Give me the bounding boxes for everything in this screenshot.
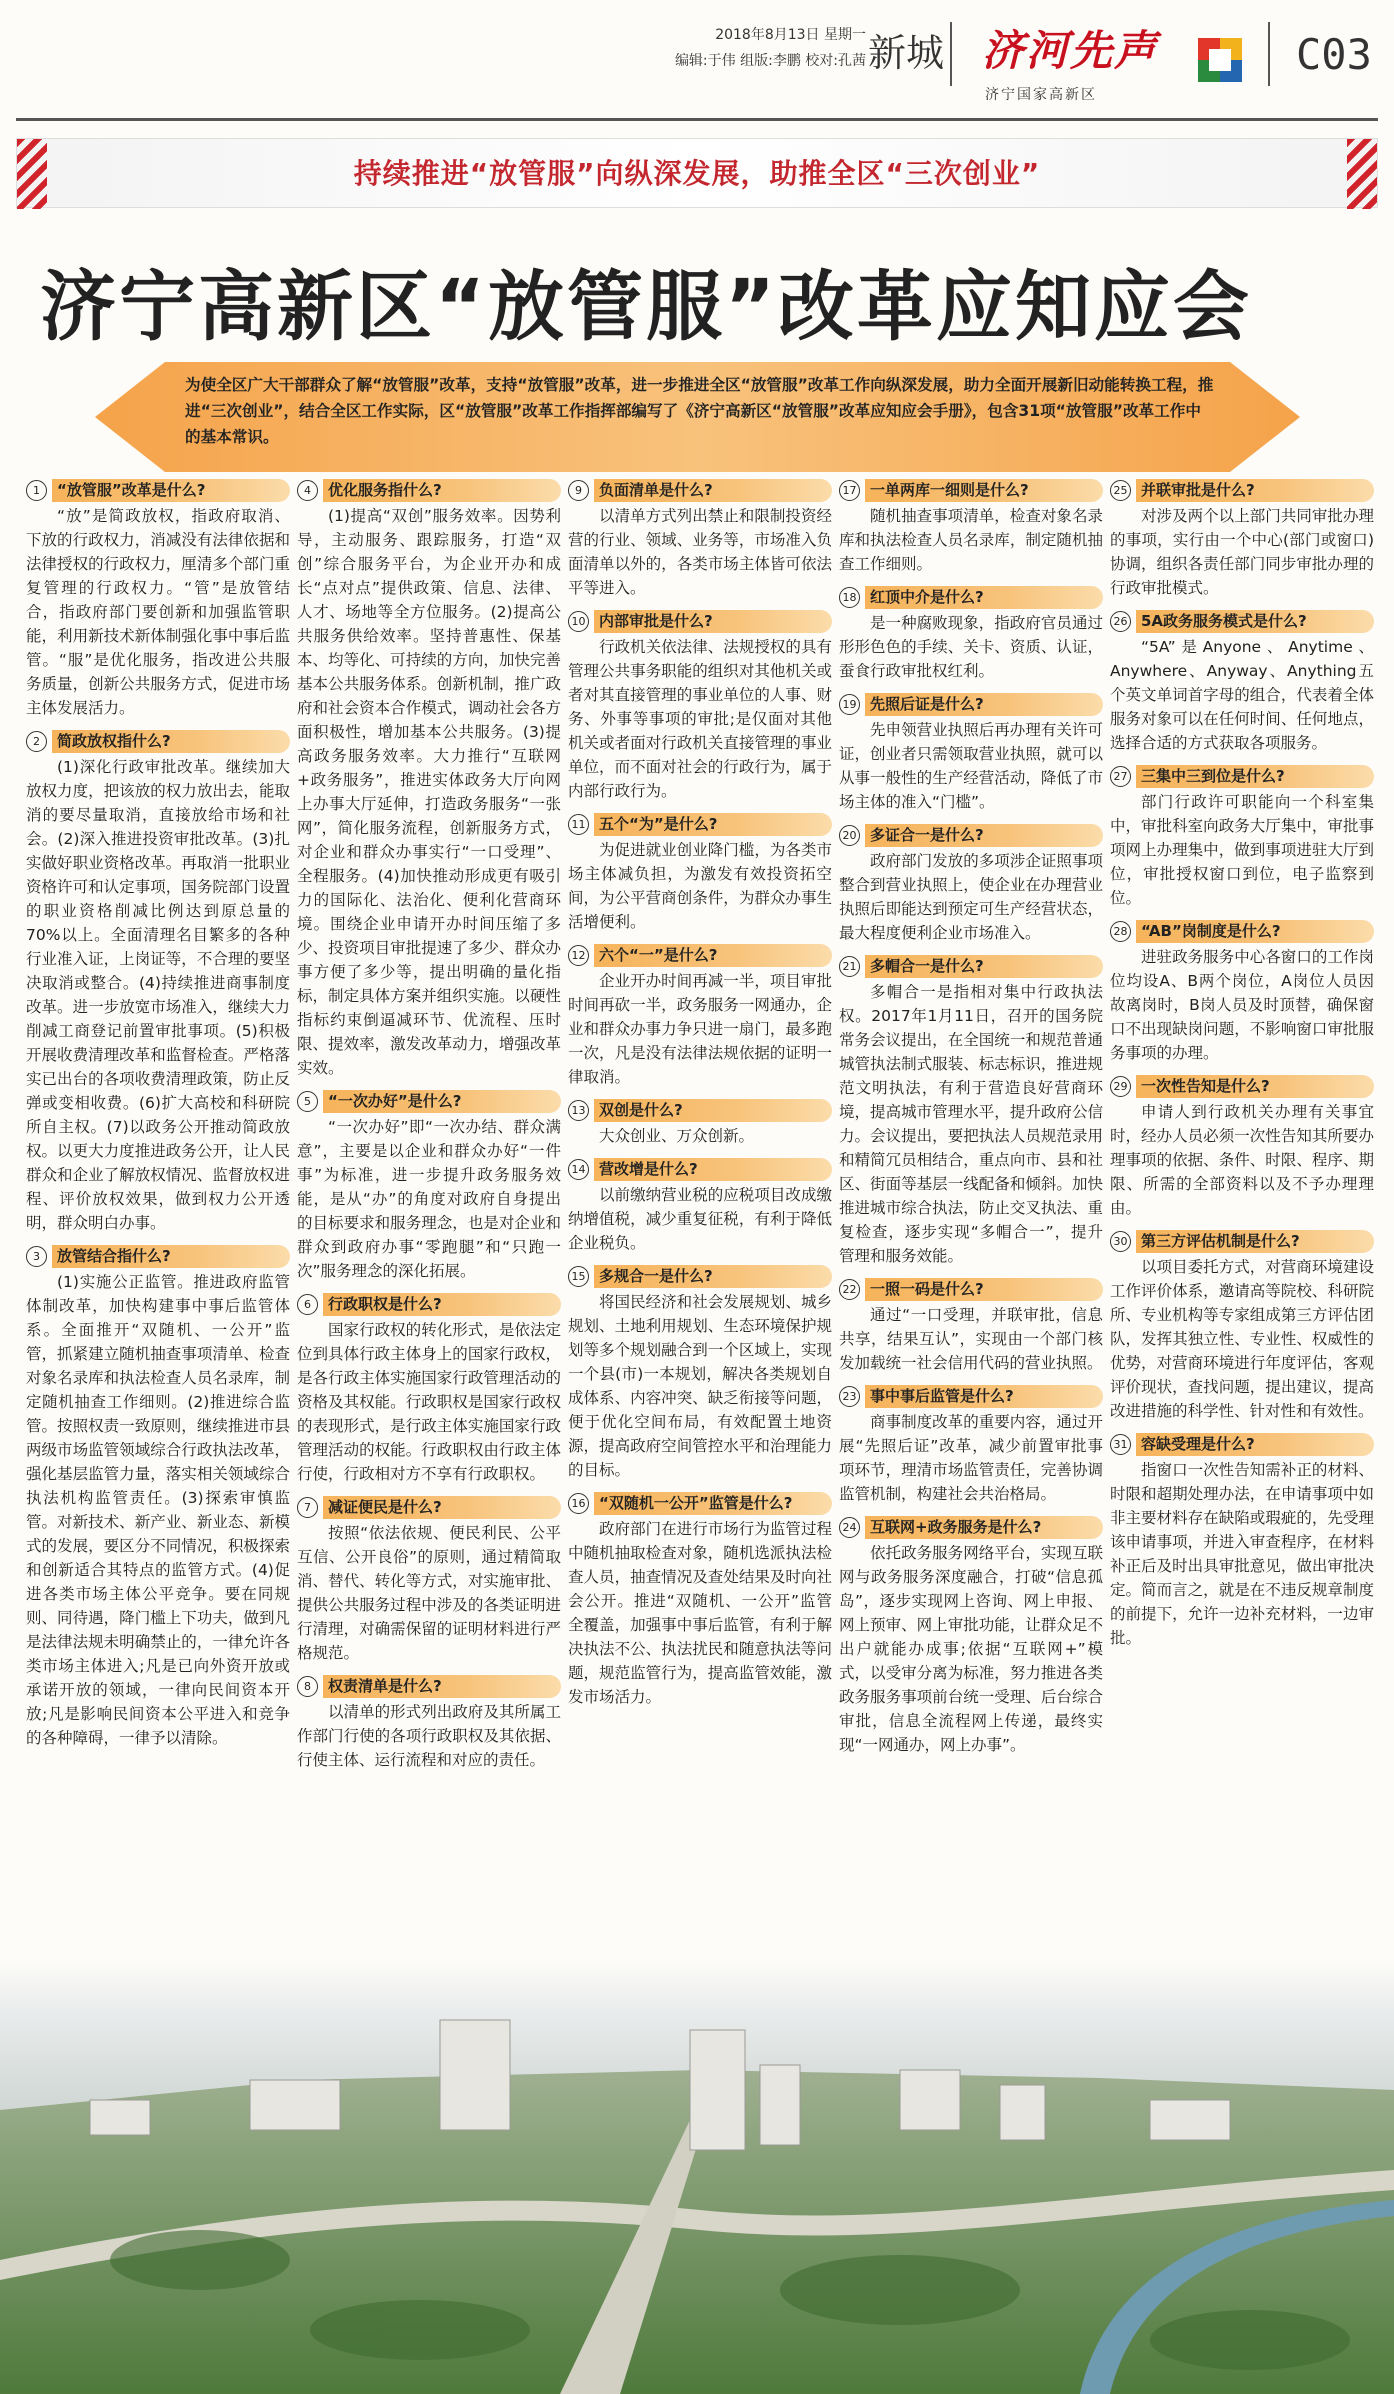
question-heading — [839, 823, 1103, 847]
qa-item — [839, 585, 1103, 683]
question-heading — [568, 1098, 832, 1122]
qa-item — [1110, 1229, 1374, 1423]
qa-item — [839, 1384, 1103, 1506]
question-title: “放管服”改革是什么? — [52, 479, 290, 502]
page-title: 济宁高新区“放管服”改革应知应会 — [40, 262, 1252, 351]
question-number: 30 — [1110, 1231, 1131, 1252]
answer-text: 对涉及两个以上部门共同审批办理的事项，实行由一个中心(部门或窗口)协调，组织各责任部门同步审批办理的行政审批模式。 — [1110, 507, 1374, 597]
qa-item — [297, 1089, 561, 1283]
question-title: 事中事后监管是什么? — [865, 1385, 1103, 1408]
qa-item — [1110, 1074, 1374, 1220]
newspaper-logo: 济河先声 — [982, 26, 1159, 75]
qa-item — [568, 1157, 832, 1255]
question-heading — [1110, 478, 1374, 502]
question-title: 五个“为”是什么? — [594, 813, 832, 836]
question-number: 24 — [839, 1517, 860, 1538]
answer-text: 是一种腐败现象，指政府官员通过形形色色的手续、关卡、资质、认证，蚕食行政审批权红利。 — [839, 614, 1103, 680]
qa-item — [1110, 919, 1374, 1065]
qa-item — [26, 729, 290, 1235]
answer-text: 企业开办时间再减一半，项目审批时间再砍一半，政务服务一网通办，企业和群众办事力争只进一扇门，最多跑一次，凡是没有法律法规依据的证明一律取消。 — [568, 972, 832, 1086]
question-number: 19 — [839, 694, 860, 715]
qa-item — [839, 478, 1103, 576]
question-number: 20 — [839, 825, 860, 846]
answer-text: 以项目委托方式，对营商环境建设工作评价体系，邀请高等院校、科研院所、专业机构等专家组成第三方评估团队，发挥其独立性、专业性、权威性的优势，对营商环境进行年度评估，客观评价现状，查找问题，提出建议，提高改进措施的科学性、针对性和有效性。 — [1110, 1258, 1374, 1420]
question-title: 营改增是什么? — [594, 1158, 832, 1181]
qa-item — [839, 692, 1103, 814]
district-emblem-icon — [1198, 38, 1242, 82]
question-title: 一单两库一细则是什么? — [865, 479, 1103, 502]
question-number: 7 — [297, 1497, 318, 1518]
qa-item — [568, 1098, 832, 1148]
question-heading — [26, 1244, 290, 1268]
question-heading — [568, 1157, 832, 1181]
question-heading — [568, 1491, 832, 1515]
intro-box — [95, 362, 1300, 472]
answer-text: 政府部门在进行市场行为监管过程中随机抽取检查对象，随机选派执法检查人员，抽查情况及查处结果及时向社会公开。推进“双随机、一公开”监管全覆盖，加强事中事后监管，有利于解决执法不公、执法扰民和随意执法等问题，规范监管行为，提高监管效能，激发市场活力。 — [568, 1520, 832, 1706]
question-title: 内部审批是什么? — [594, 610, 832, 633]
question-heading — [839, 1515, 1103, 1539]
question-title: 红顶中介是什么? — [865, 586, 1103, 609]
question-number: 1 — [26, 480, 47, 501]
question-heading — [26, 478, 290, 502]
qa-column — [568, 478, 832, 1718]
question-title: 互联网+政务服务是什么? — [865, 1516, 1103, 1539]
qa-item — [1110, 609, 1374, 755]
answer-text: 为促进就业创业降门槛，为各类市场主体减负担，为激发有效投资拓空间，为公平营商创条件，为群众办事生活增便利。 — [568, 841, 832, 931]
editor-credits: 编辑:于伟 组版:李鹏 校对:孔茜 — [674, 53, 866, 69]
question-number: 6 — [297, 1294, 318, 1315]
answer-text: 以前缴纳营业税的应税项目改成缴纳增值税，减少重复征税，有利于降低企业税负。 — [568, 1186, 832, 1252]
question-heading — [297, 1292, 561, 1316]
qa-item — [297, 1674, 561, 1772]
question-number: 26 — [1110, 611, 1131, 632]
answer-text: 行政机关依法律、法规授权的具有管理公共事务职能的组织对其他机关或者对其直接管理的事业单位的人事、财务、外事等事项的审批;是仅面对其他机关或者面对行政机关直接管理的事业单位，而不面对社会的行政行为，属于内部行政行为。 — [568, 638, 832, 800]
question-title: 放管结合指什么? — [52, 1245, 290, 1268]
question-title: “一次办好”是什么? — [323, 1090, 561, 1113]
qa-item — [839, 1277, 1103, 1375]
question-number: 3 — [26, 1246, 47, 1267]
qa-item — [1110, 1432, 1374, 1650]
question-heading — [1110, 1074, 1374, 1098]
question-number: 21 — [839, 956, 860, 977]
question-heading — [568, 943, 832, 967]
question-title: 一次性告知是什么? — [1136, 1075, 1374, 1098]
question-number: 31 — [1110, 1434, 1131, 1455]
answer-text: “5A”是Anyone、Anytime、Anywhere、Anyway、Anything五个英文单词首字母的组合，代表着全体服务对象可以在任何时间、任何地点，选择合适的方式获取各项服务。 — [1110, 638, 1374, 752]
question-title: 减证便民是什么? — [323, 1496, 561, 1519]
question-heading — [297, 478, 561, 502]
question-number: 13 — [568, 1100, 589, 1121]
answer-text: “放”是简政放权，指政府取消、下放的行政权力，消减没有法律依据和法律授权的行政权力，厘清多个部门重复管理的行政权力。“管”是放管结合，指政府部门要创新和加强监管职能，利用新技术新体制强化事中事后监管。“服”是优化服务，指改进公共服务质量，创新公共服务方式，促进市场主体发展活力。 — [26, 507, 290, 717]
question-title: 一照一码是什么? — [865, 1278, 1103, 1301]
question-number: 16 — [568, 1493, 589, 1514]
qa-item — [1110, 764, 1374, 910]
question-title: 优化服务指什么? — [323, 479, 561, 502]
question-heading — [297, 1674, 561, 1698]
question-title: 先照后证是什么? — [865, 693, 1103, 716]
question-heading — [839, 478, 1103, 502]
question-title: “AB”岗制度是什么? — [1136, 920, 1374, 943]
question-number: 9 — [568, 480, 589, 501]
question-number: 14 — [568, 1159, 589, 1180]
qa-item — [568, 1491, 832, 1709]
question-number: 12 — [568, 945, 589, 966]
answer-text: 进驻政务服务中心各窗口的工作岗位均设A、B两个岗位，A岗位人员因故离岗时，B岗人员及时顶替，确保窗口不出现缺岗问题，不影响窗口审批服务事项的办理。 — [1110, 948, 1374, 1062]
question-number: 29 — [1110, 1076, 1131, 1097]
question-number: 15 — [568, 1266, 589, 1287]
question-title: 多帽合一是什么? — [865, 955, 1103, 978]
answer-text: (1)深化行政审批改革。继续加大放权力度，把该放的权力放出去，能取消的要尽量取消，直接放给市场和社会。(2)深入推进投资审批改革。(3)扎实做好职业资格改革。再取消一批职业资格许可和认定事项，国务院部门设置的职业资格削减比例达到原总量的70%以上。全面清理名目繁多的各种行业准入证，上岗证等，不合理的要坚决取消或整合。(4)持续推进商事制度改革。进一步放宽市场准入，继续大力削减工商登记前置审批事项。(5)积极开展收费清理改革和监督检查。严格落实已出台的各项收费清理政策，防止反弹或变相收费。(6)扩大高校和科研院所自主权。(7)以政务公开推动简政放权。以更大力度推进政务公开，让人民群众和企业了解放权情况、监督放权进程、评价放权效果，做到权力公开透明，群众明白办事。 — [26, 758, 290, 1232]
intro-text: 为使全区广大干部群众了解“放管服”改革，支持“放管服”改革，进一步推进全区“放管服”改革工作向纵深发展，助力全面开展新旧动能转换工程，推进“三次创业”，结合全区工作实际，区“放管服”改革工作指挥部编写了《济宁高新区“放管服”改革应知应会手册》，包含31项“放管服”改革工作中的基本常识。 — [185, 376, 1214, 446]
question-title: 5A政务服务模式是什么? — [1136, 610, 1374, 633]
masthead-divider — [950, 22, 952, 86]
qa-column — [26, 478, 290, 1759]
answer-text: 申请人到行政机关办理有关事宜时，经办人员必须一次性告知其所要办理事项的依据、条件、时限、程序、期限、所需的全部资料以及不予办理理由。 — [1110, 1103, 1374, 1217]
question-number: 10 — [568, 611, 589, 632]
question-heading — [1110, 1432, 1374, 1456]
aerial-city-photo — [0, 1960, 1394, 2394]
qa-item — [1110, 478, 1374, 600]
header-rule — [16, 118, 1378, 121]
question-heading — [839, 954, 1103, 978]
question-heading — [568, 609, 832, 633]
question-title: 容缺受理是什么? — [1136, 1433, 1374, 1456]
question-title: 多证合一是什么? — [865, 824, 1103, 847]
section-name: 新城 — [868, 31, 945, 75]
qa-item — [839, 1515, 1103, 1757]
campaign-banner — [16, 138, 1378, 208]
answer-text: 多帽合一是指相对集中行政执法权。2017年1月11日，召开的国务院常务会议提出，在全国统一和规范普通城管执法制式服装、标志标识，推进规范文明执法，有利于营造良好营商环境，提高城市管理水平，提升政府公信力。会议提出，要把执法人员规范录用和精简冗员相结合，重点向市、县和社区、街面等基层一线配备和倾斜。加快推进城市综合执法，防止交叉执法、重复检查，逐步实现“多帽合一”，提升管理和服务效能。 — [839, 983, 1103, 1265]
question-title: 六个“一”是什么? — [594, 944, 832, 967]
question-heading — [839, 692, 1103, 716]
question-heading — [568, 1264, 832, 1288]
question-number: 11 — [568, 814, 589, 835]
qa-item — [297, 478, 561, 1080]
qa-column — [297, 478, 561, 1781]
answer-text: (1)提高“双创”服务效率。因势利导，主动服务、跟踪服务，打造“双创”综合服务平台，为企业开办和成长“点对点”提供政策、信息、法律、人才、场地等全方位服务。(2)提高公共服务供给效率。坚持普惠性、保基本、均等化、可持续的方向，加快完善基本公共服务体系。创新机制，推广政府和社会资本合作模式，调动社会各方面积极性，增加基本公共服务。(3)提高政务服务效率。大力推行“互联网+政务服务”，推进实体政务大厅向网上办事大厅延伸，打造政务服务“一张网”，简化服务流程，创新服务方式，对企业和群众办事实行“一口受理”、全程服务。(4)加快推动形成更有吸引力的国际化、法治化、便利化营商环境。围绕企业申请开办时间压缩了多少、投资项目审批提速了多少、群众办事方便了多少等，提出明确的量化指标，制定具体方案并组织实施。以硬性指标约束倒逼减环节、优流程、压时限、提效率，激发改革动力，增强改革实效。 — [297, 507, 561, 1077]
question-title: 行政职权是什么? — [323, 1293, 561, 1316]
question-heading — [297, 1089, 561, 1113]
question-number: 23 — [839, 1386, 860, 1407]
qa-item — [568, 478, 832, 600]
question-title: 负面清单是什么? — [594, 479, 832, 502]
qa-item — [297, 1495, 561, 1665]
qa-item — [568, 1264, 832, 1482]
answer-text: 将国民经济和社会发展规划、城乡规划、土地利用规划、生态环境保护规划等多个规划融合到一个区域上，实现一个县(市)一本规划，解决各类规划自成体系、内容冲突、缺乏衔接等问题，便于优化空间布局，有效配置土地资源，提高政府空间管控水平和治理能力的目标。 — [568, 1293, 832, 1479]
qa-item — [26, 478, 290, 720]
logo-subtitle: 济宁国家高新区 — [985, 87, 1097, 103]
qa-column — [1110, 478, 1374, 1659]
question-heading — [1110, 764, 1374, 788]
question-heading — [26, 729, 290, 753]
question-title: 双创是什么? — [594, 1099, 832, 1122]
question-number: 17 — [839, 480, 860, 501]
question-number: 25 — [1110, 480, 1131, 501]
answer-text: 政府部门发放的多项涉企证照事项整合到营业执照上，使企业在办理营业执照后即能达到预定可生产经营状态，最大程度便利企业市场准入。 — [839, 852, 1103, 942]
qa-column — [839, 478, 1103, 1766]
question-number: 28 — [1110, 921, 1131, 942]
qa-item — [839, 954, 1103, 1268]
answer-text: 先申领营业执照后再办理有关许可证，创业者只需领取营业执照，就可以从事一般性的生产经营活动，降低了市场主体的准入“门槛”。 — [839, 721, 1103, 811]
question-heading — [568, 812, 832, 836]
answer-text: 指窗口一次性告知需补正的材料、时限和超期处理办法，在申请事项中如非主要材料存在缺陷或瑕疵的，先受理该申请事项，并进入审查程序，在材料补正后及时出具审批意见，做出审批决定。简而言之，就是在不违反规章制度的前提下，允许一边补充材料，一边审批。 — [1110, 1461, 1374, 1647]
question-heading — [297, 1495, 561, 1519]
issue-date: 2018年8月13日 星期一 — [715, 27, 866, 43]
question-heading — [568, 478, 832, 502]
answer-text: (1)实施公正监管。推进政府监管体制改革，加快构建事中事后监管体系。全面推开“双随机、一公开”监管，抓紧建立随机抽查事项清单、检查对象名录库和执法检查人员名录库，制定随机抽查工作细则。(2)推进综合监管。按照权责一致原则，继续推进市县两级市场监管领域综合行政执法改革，强化基层监管力量，落实相关领域综合执法机构监管责任。(3)探索审慎监管。对新技术、新产业、新业态、新模式的发展，要区分不同情况，积极探索和创新适合其特点的监管方式。(4)促进各类市场主体公平竞争。要在同规则、同待遇，降门槛上下功夫，做到凡是法律法规未明确禁止的，一律允许各类市场主体进入;凡是已向外资开放或承诺开放的领域，一律向民间资本开放;凡是影响民间资本公平进入和竞争的各种障碍，一律予以清除。 — [26, 1273, 290, 1747]
question-number: 4 — [297, 480, 318, 501]
qa-item — [568, 812, 832, 934]
answer-text: 通过“一口受理，并联审批，信息共享，结果互认”，实现由一个部门核发加载统一社会信用代码的营业执照。 — [839, 1306, 1103, 1372]
qa-item — [297, 1292, 561, 1486]
qa-item — [26, 1244, 290, 1750]
masthead-divider — [1268, 22, 1270, 86]
answer-text: 商事制度改革的重要内容，通过开展“先照后证”改革，减少前置审批事项环节，理清市场监管责任，完善协调监管机制，构建社会共治格局。 — [839, 1413, 1103, 1503]
qa-item — [568, 609, 832, 803]
answer-text: “一次办好”即“一次办结、群众满意”，主要是以企业和群众办好“一件事”为标准，进一步提升政务服务效能，是从“办”的角度对政府自身提出的目标要求和服务理念，也是对企业和群众到政府办事“零跑腿”和“只跑一次”服务理念的深化拓展。 — [297, 1118, 561, 1280]
question-title: 并联审批是什么? — [1136, 479, 1374, 502]
question-title: 简政放权指什么? — [52, 730, 290, 753]
qa-item — [839, 823, 1103, 945]
question-title: 三集中三到位是什么? — [1136, 765, 1374, 788]
question-heading — [1110, 919, 1374, 943]
answer-text: 国家行政权的转化形式，是依法定位到具体行政主体身上的国家行政权，是各行政主体实施国家行政管理活动的资格及其权能。行政职权是国家行政权的表现形式，是行政主体实施国家行政管理活动的权能。行政职权由行政主体行使，行政相对方不享有行政职权。 — [297, 1321, 561, 1483]
question-title: 第三方评估机制是什么? — [1136, 1230, 1374, 1253]
question-number: 5 — [297, 1091, 318, 1112]
page-number: C03 — [1296, 30, 1372, 79]
masthead-meta — [576, 22, 866, 74]
answer-text: 部门行政许可职能向一个科室集中，审批科室向政务大厅集中，审批事项网上办理集中，做到事项进驻大厅到位，审批授权窗口到位，电子监察到位。 — [1110, 793, 1374, 907]
question-heading — [839, 1384, 1103, 1408]
question-heading — [1110, 609, 1374, 633]
banner-slogan: 持续推进“放管服”向纵深发展，助推全区“三次创业” — [353, 157, 1041, 190]
question-number: 8 — [297, 1676, 318, 1697]
answer-text: 大众创业、万众创新。 — [599, 1127, 755, 1145]
question-heading — [839, 1277, 1103, 1301]
answer-text: 依托政务服务网络平台，实现互联网与政务服务深度融合，打破“信息孤岛”，逐步实现网上咨询、网上申报、网上预审、网上审批功能，让群众足不出户就能办成事;依据“互联网+”模式，以受审分离为标准，努力推进各类政务服务事项前台统一受理、后台综合审批，信息全流程网上传递，最终实现“一网通办，网上办事”。 — [839, 1544, 1103, 1754]
question-number: 22 — [839, 1279, 860, 1300]
question-title: “双随机一公开”监管是什么? — [594, 1492, 832, 1515]
answer-text: 随机抽查事项清单，检查对象名录库和执法检查人员名录库，制定随机抽查工作细则。 — [839, 507, 1103, 573]
question-number: 18 — [839, 587, 860, 608]
qa-item — [568, 943, 832, 1089]
question-heading — [839, 585, 1103, 609]
answer-text: 以清单的形式列出政府及其所属工作部门行使的各项行政职权及其依据、行使主体、运行流程和对应的责任。 — [297, 1703, 561, 1769]
question-title: 多规合一是什么? — [594, 1265, 832, 1288]
question-title: 权责清单是什么? — [323, 1675, 561, 1698]
answer-text: 按照“依法依规、便民利民、公平互信、公开良俗”的原则，通过精简取消、替代、转化等方式，对实施审批、提供公共服务过程中涉及的各类证明进行清理，对确需保留的证明材料进行严格规范。 — [297, 1524, 561, 1662]
answer-text: 以清单方式列出禁止和限制投资经营的行业、领域、业务等，市场准入负面清单以外的，各类市场主体皆可依法平等进入。 — [568, 507, 832, 597]
question-number: 27 — [1110, 766, 1131, 787]
question-heading — [1110, 1229, 1374, 1253]
question-number: 2 — [26, 731, 47, 752]
